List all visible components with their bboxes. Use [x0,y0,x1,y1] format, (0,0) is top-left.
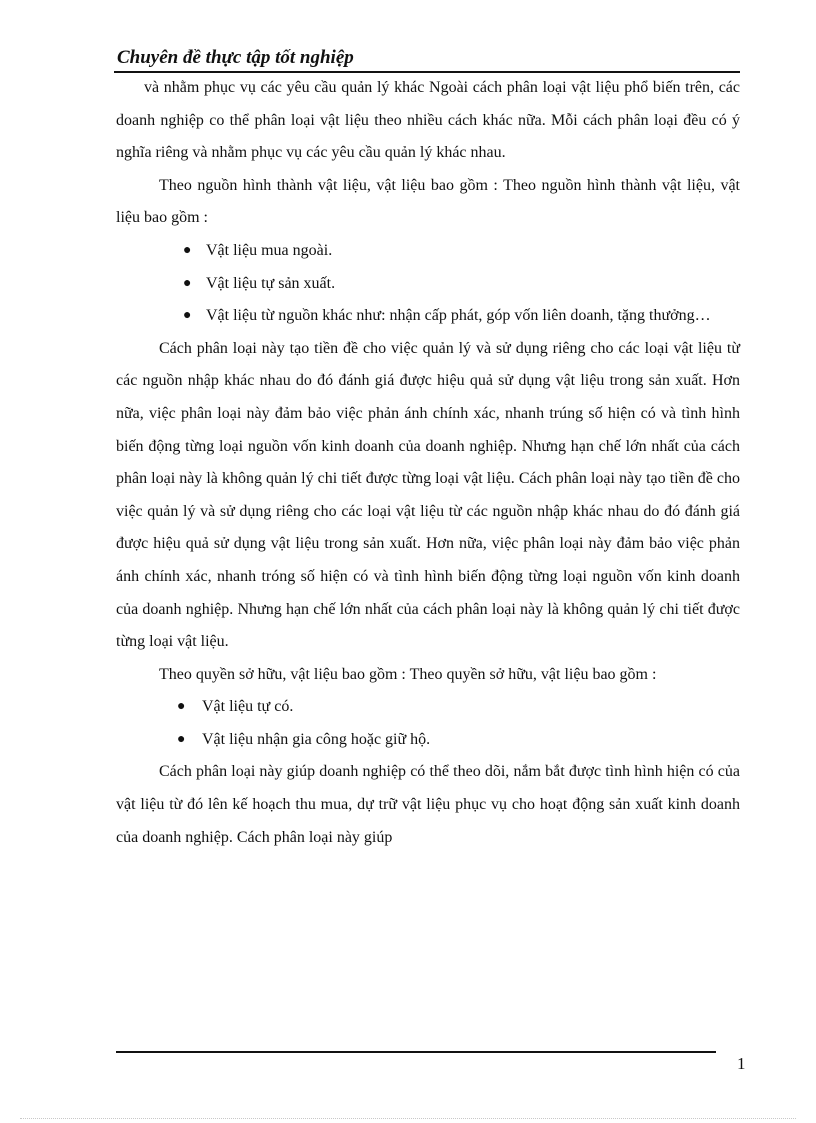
bullet-icon: ● [183,242,192,258]
list-item [116,724,740,757]
list-item [116,300,740,333]
header-title: Chuyên đề thực tập tốt nghiệp [117,47,354,68]
list-item [116,691,740,724]
bullet-icon: ● [177,731,186,747]
body-text [116,72,740,854]
paragraph-3: Cách phân loại này tạo tiền đề cho việc quản lý và sử dụng riêng cho các loại vật liệu từ các nguồn nhập khác nhau do đó đánh giá được hiệu quả sử dụng vật liệu trong sản xuất. Hơn nữa, việc phân loại này đảm bảo việc phản ánh chính xác, nhanh trúng số hiện có và tình hình biến động từng loại nguồn vốn kinh doanh của doanh nghiệp. Nhưng hạn chế lớn nhất của cách phân loại này là không quản lý chi tiết được từng loại vật liệu. Cách phân loại này tạo tiền đề cho việc quản lý và sử dụng riêng cho các loại vật liệu từ các nguồn nhập khác nhau do đó đánh giá được hiệu quả sử dụng vật liệu trong sản xuất. Hơn nữa, việc phân loại này đảm bảo việc phản ánh chính xác, nhanh tróng số hiện có và tình hình biến động từng loại nguồn vốn kinh doanh của doanh nghiệp. Nhưng hạn chế lớn nhất của cách phân loại này là không quản lý chi tiết được từng loại vật liệu. [116,339,740,651]
list-item-text: Vật liệu mua ngoài. [206,241,333,259]
bullet-icon: ● [183,308,192,324]
paragraph-2: Theo nguồn hình thành vật liệu, vật liệu bao gồm : Theo nguồn hình thành vật liệu, vật liệu bao gồm : [116,176,740,227]
paragraph-5: Cách phân loại này giúp doanh nghiệp có thể theo dõi, nắm bắt được tình hình hiện có của vật liệu từ đó lên kế hoạch thu mua, dự trữ vật liệu phục vụ cho hoạt động sản xuất kinh doanh của doanh nghiệp. Cách phân loại này giúp [116,763,740,846]
bullet-list-source [116,235,740,333]
list-item [116,235,740,268]
page-number: 1 [737,1054,746,1073]
list-item-text: Vật liệu tự sản xuất. [206,274,336,292]
bullet-icon: ● [183,275,192,291]
page-edge-divider [20,1118,796,1119]
footer-divider [116,1051,716,1053]
list-item-text: Vật liệu tự có. [202,698,294,716]
list-item-text: Vật liệu nhận gia công hoặc giữ hộ. [202,730,431,748]
list-item-text: Vật liệu từ nguồn khác như: nhận cấp phát, góp vốn liên doanh, tặng thưởng… [206,307,711,325]
bullet-icon: ● [177,699,186,715]
paragraph-4: Theo quyền sở hữu, vật liệu bao gồm : Theo quyền sở hữu, vật liệu bao gồm : [159,665,657,683]
list-item [116,268,740,301]
bullet-list-ownership [116,691,740,756]
paragraph-1: và nhằm phục vụ các yêu cầu quản lý khác Ngoài cách phân loại vật liệu phổ biến trên, các doanh nghiệp co thể phân loại vật liệu theo nhiều cách khác nữa. Mỗi cách phân loại đều có ý nghĩa riêng và nhằm phục vụ các yêu cầu quản lý khác nhau. [116,79,740,162]
